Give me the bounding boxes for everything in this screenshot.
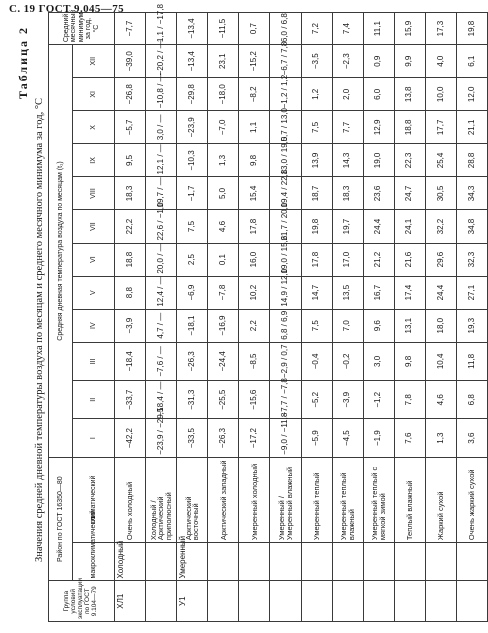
temperature-cell: 13,9 [301,144,332,177]
temperature-cell: 16,7 [363,276,394,309]
temperature-cell: −5,9 [301,419,332,457]
group-header: Группа условий эксплуатации по ГОСТ 9.104—79 [49,581,115,622]
temperature-cell: 12,0 [457,78,488,111]
temperature-cell: 5,7 / 13,0 [270,111,301,144]
group-cell [270,581,301,622]
temperature-cell: 19,7 [332,210,363,243]
macro-header: макроклиматический [73,543,115,581]
temperature-cell: 19,4 / 22,8 [270,177,301,210]
climatic-region-cell: Теплый влажный [394,457,425,542]
temperature-cell: 7,5 [177,210,208,243]
table-label: Таблица 2 [16,26,30,99]
table-row [394,13,425,622]
temperature-cell: 34,8 [457,210,488,243]
temperature-cell: −33,7 [115,381,146,419]
min-cell: 1,1 / −17,8 [146,13,177,45]
macro-region-cell: Умеренный [177,543,208,581]
min-cell: 7,2 [301,13,332,45]
months-caption: Средняя дневная температура воздуха по месяцам (t₁) [49,45,73,458]
temperature-cell: −16,9 [208,309,239,342]
temperature-cell: 4,6 [425,381,456,419]
table-row [115,13,146,622]
temperature-cell: 6,1 [457,45,488,78]
table-row [301,13,332,622]
temperature-cell: 0,1 [208,243,239,276]
temperature-cell: 27,1 [457,276,488,309]
temperature-cell: 1,3 [425,419,456,457]
min-header: Средний месячный минимум за год, °С [49,13,115,45]
month-header: IX [73,144,115,177]
temperature-cell: 17,8 [239,210,270,243]
temperature-cell: −10,8 / — [146,78,177,111]
macro-region-cell [146,543,177,581]
temperature-cell: 19,7 / — [146,177,177,210]
temperature-cell: 34,3 [457,177,488,210]
temperature-cell: 16,0 [239,243,270,276]
temperature-cell: −9,0 / −11,8 [270,419,301,457]
temperature-cell: 18,3 [115,177,146,210]
temperature-cell: −2,3 [332,45,363,78]
month-header: IV [73,309,115,342]
temperature-cell: 22,6 / −1,0 [146,210,177,243]
temperature-cell: 19,8 [301,210,332,243]
macro-region-cell [239,543,270,581]
climatic-region-cell: Жаркий сухой [425,457,456,542]
temperature-cell: −7,6 / — [146,342,177,380]
temperature-cell: 13,8 [394,78,425,111]
table-row [332,13,363,622]
temperature-cell: 2,0 [332,78,363,111]
temperature-cell: −18,1 [177,309,208,342]
temperature-cell: 17,0 [332,243,363,276]
temperature-cell: −23,9 / −29,5 [146,419,177,457]
temperature-cell: 29,6 [425,243,456,276]
macro-region-cell [425,543,456,581]
temperature-cell: 3,0 / — [146,111,177,144]
month-header: X [73,111,115,144]
table-row [208,13,239,622]
temperature-cell: −25,5 [208,381,239,419]
temperature-cell: 9,9 [394,45,425,78]
temperature-cell: −1,2 / 1,2 [270,78,301,111]
temperature-cell: −24,4 [208,342,239,380]
temperature-cell: 1,1 [239,111,270,144]
temperature-cell: 9,8 [239,144,270,177]
temperature-cell: −3,5 [301,45,332,78]
temperature-cell: 3,0 [363,342,394,380]
temperature-cell: −26,8 [115,78,146,111]
temperature-cell: 1,3 [208,144,239,177]
temperature-cell: 18,0 [425,309,456,342]
temperature-cell: 11,8 [457,342,488,380]
group-cell [363,581,394,622]
climatic-region-cell: Очень холодный [115,457,146,542]
group-cell [457,581,488,622]
temperature-cell: 13,0 / 19,0 [270,144,301,177]
temperature-cell: 8,8 [115,276,146,309]
temperature-cell: 3,6 [457,419,488,457]
temperature-cell: 7,5 [301,111,332,144]
table-title: Значения средней дневной температуры воздуха по месяцам и среднего месячного минимума за год, °С [34,97,45,562]
temperature-cell: 28,8 [457,144,488,177]
macro-region-cell [270,543,301,581]
temperature-cell: −15,2 [239,45,270,78]
temperature-cell: −3,9 [332,381,363,419]
group-cell [332,581,363,622]
temperature-cell: −13,4 [177,45,208,78]
temperature-cell: 21,6 [394,243,425,276]
page-header: С. 19 ГОСТ 9.045—75 [9,3,124,15]
min-cell: 0,7 [239,13,270,45]
table-row [177,13,208,622]
min-cell: −7,7 [115,13,146,45]
temperature-cell: 18,7 [301,177,332,210]
table-row [270,13,301,622]
temperature-cell: −18,4 [115,342,146,380]
month-header: VII [73,210,115,243]
min-cell: 6,0 / 6,8 [270,13,301,45]
month-header: XI [73,78,115,111]
group-cell [425,581,456,622]
temperature-cell: 12,9 [363,111,394,144]
temperature-cell: 19,3 [457,309,488,342]
temperature-cell: 17,7 [425,111,456,144]
temperature-cell: −8,2 [239,78,270,111]
temperature-cell: 22,3 [394,144,425,177]
temperature-cell: 21,1 [457,111,488,144]
temperature-cell: 19,0 / 15,6 [270,243,301,276]
temperature-cell: −26,3 [177,342,208,380]
temperature-cell: 4,6 [208,210,239,243]
temperature-cell: 0,9 [363,45,394,78]
temperature-cell: −0,2 [332,342,363,380]
temperature-cell: 13,5 [332,276,363,309]
temperature-cell: 21,2 [363,243,394,276]
temperature-cell: 12,4 / — [146,276,177,309]
table-row [239,13,270,622]
temperature-cell: −5,2 [301,381,332,419]
climatic-region-cell: Арктический восточный [177,457,208,542]
temperature-cell: −39,0 [115,45,146,78]
temperature-cell: −18,4 / — [146,381,177,419]
month-header: II [73,381,115,419]
month-header: XII [73,45,115,78]
temperature-cell: 20,0 / — [146,243,177,276]
region-header: Район по ГОСТ 16350—80 [49,457,73,581]
temperature-cell: 5,0 [208,177,239,210]
temperature-cell: −33,5 [177,419,208,457]
group-cell [146,581,177,622]
temperature-cell: −0,4 [301,342,332,380]
temperature-cell: 9,8 [394,342,425,380]
temperature-cell: 30,5 [425,177,456,210]
climatic-region-cell: Арктический западный [208,457,239,542]
table-body [115,4,488,622]
macro-region-cell [301,543,332,581]
temperature-cell: 18,3 [332,177,363,210]
temperature-cell: −10,3 [177,144,208,177]
temperature-cell: −1,9 [363,419,394,457]
climatic-region-cell: Умеренный холодный [239,457,270,542]
temperature-cell: 6,0 [363,78,394,111]
temperature-cell: 24,4 [363,210,394,243]
month-header: V [73,276,115,309]
min-cell: 11,1 [363,13,394,45]
macro-region-cell [394,543,425,581]
min-cell: −13,4 [177,13,208,45]
month-header: VI [73,243,115,276]
temperature-cell: 7,8 [394,381,425,419]
table-row [146,13,177,622]
temperature-cell: 14,3 [332,144,363,177]
temperature-cell: −7,7 / −7,8 [270,381,301,419]
temperature-cell: 22,2 [115,210,146,243]
temperature-cell: 14,7 [301,276,332,309]
group-cell: ХЛ1 [115,581,146,622]
table-row [457,13,488,622]
temperature-cell: −5,7 [115,111,146,144]
climatic-region-cell: Умеренный теплый влажный [332,457,363,542]
temperature-cell: −6,7 / 7,8 [270,45,301,78]
temperature-cell: −42,2 [115,419,146,457]
temperature-cell: 10,2 [239,276,270,309]
temperature-cell: 17,8 [301,243,332,276]
table-row [363,13,394,622]
group-cell [239,581,270,622]
temperature-cell: −2,9 / 0,7 [270,342,301,380]
header-row-1 [49,13,73,622]
climatic-region-cell: Умеренный теплый с мягкой зимой [363,457,394,542]
min-cell: −11,5 [208,13,239,45]
macro-region-cell [332,543,363,581]
temperature-cell: 24,7 [394,177,425,210]
min-cell: 17,3 [425,13,456,45]
temperature-cell: −8,5 [239,342,270,380]
temperature-cell: 24,4 [425,276,456,309]
month-header: III [73,342,115,380]
temperature-cell: −20,2 / — [146,45,177,78]
macro-region-cell: Холодный [115,543,146,581]
temperature-cell: 13,1 [394,309,425,342]
temperature-cell: −3,9 [115,309,146,342]
climatic-region-cell: Очень жаркий сухой [457,457,488,542]
temperature-cell: 2,5 [177,243,208,276]
group-cell [301,581,332,622]
temperature-cell: −1,7 [177,177,208,210]
temperature-cell: −6,9 [177,276,208,309]
temperature-cell: 6,8 / 6,9 [270,309,301,342]
temperature-cell: 7,0 [332,309,363,342]
temperature-cell: 7,7 [332,111,363,144]
header-row-2 [73,13,115,622]
temperature-cell: 19,0 [363,144,394,177]
group-cell [208,581,239,622]
temperature-cell: 17,4 [394,276,425,309]
temperature-cell: −29,8 [177,78,208,111]
temperature-cell: 4,0 [425,45,456,78]
temperature-cell: 2,2 [239,309,270,342]
temperature-cell: 32,3 [457,243,488,276]
temperature-cell: −7,8 [208,276,239,309]
temperature-cell: 10,4 [425,342,456,380]
group-cell [394,581,425,622]
temperature-cell: 1,2 [301,78,332,111]
temperature-cell: 9,6 [363,309,394,342]
month-header: I [73,419,115,457]
month-header: VIII [73,177,115,210]
min-cell: 15,9 [394,13,425,45]
climatic-region-cell: Умеренный / Умеренный влажный [270,457,301,542]
temperature-cell: 4,7 / — [146,309,177,342]
temperature-cell: 6,8 [457,381,488,419]
temperature-cell: −4,5 [332,419,363,457]
macro-region-cell [363,543,394,581]
temperature-cell: 25,4 [425,144,456,177]
temperature-cell: 7,5 [301,309,332,342]
temperature-cell: −26,3 [208,419,239,457]
temperature-cell: 23,6 [363,177,394,210]
climatic-header: климатический [73,457,115,542]
temperature-cell: −1,2 [363,381,394,419]
temperature-cell: −18,0 [208,78,239,111]
temperature-cell: −23,9 [177,111,208,144]
temperature-cell: 24,1 [394,210,425,243]
temperature-cell: 9,5 [115,144,146,177]
macro-region-cell [457,543,488,581]
group-cell: У1 [177,581,208,622]
table-row [425,13,456,622]
min-cell: 7,4 [332,13,363,45]
climatic-region-cell: Умеренный теплый [301,457,332,542]
temperature-cell: 7,6 [394,419,425,457]
temperature-cell: 18,8 [115,243,146,276]
temperature-cell: 14,9 / 12,0 [270,276,301,309]
macro-region-cell [208,543,239,581]
min-cell: 19,8 [457,13,488,45]
temperature-cell: 18,8 [394,111,425,144]
temperature-cell: 15,4 [239,177,270,210]
temperature-cell: 23,1 [208,45,239,78]
climatic-region-cell: Холодный / Арктический приполюсный [146,457,177,542]
temperature-cell: −31,3 [177,381,208,419]
temperature-cell: −15,6 [239,381,270,419]
temperature-cell: 21,7 / 20,0 [270,210,301,243]
temperature-cell: −7,0 [208,111,239,144]
temperature-cell: 32,2 [425,210,456,243]
temperature-cell: −17,2 [239,419,270,457]
temperature-cell: 10,0 [425,78,456,111]
temperature-cell: 12,1 / — [146,144,177,177]
